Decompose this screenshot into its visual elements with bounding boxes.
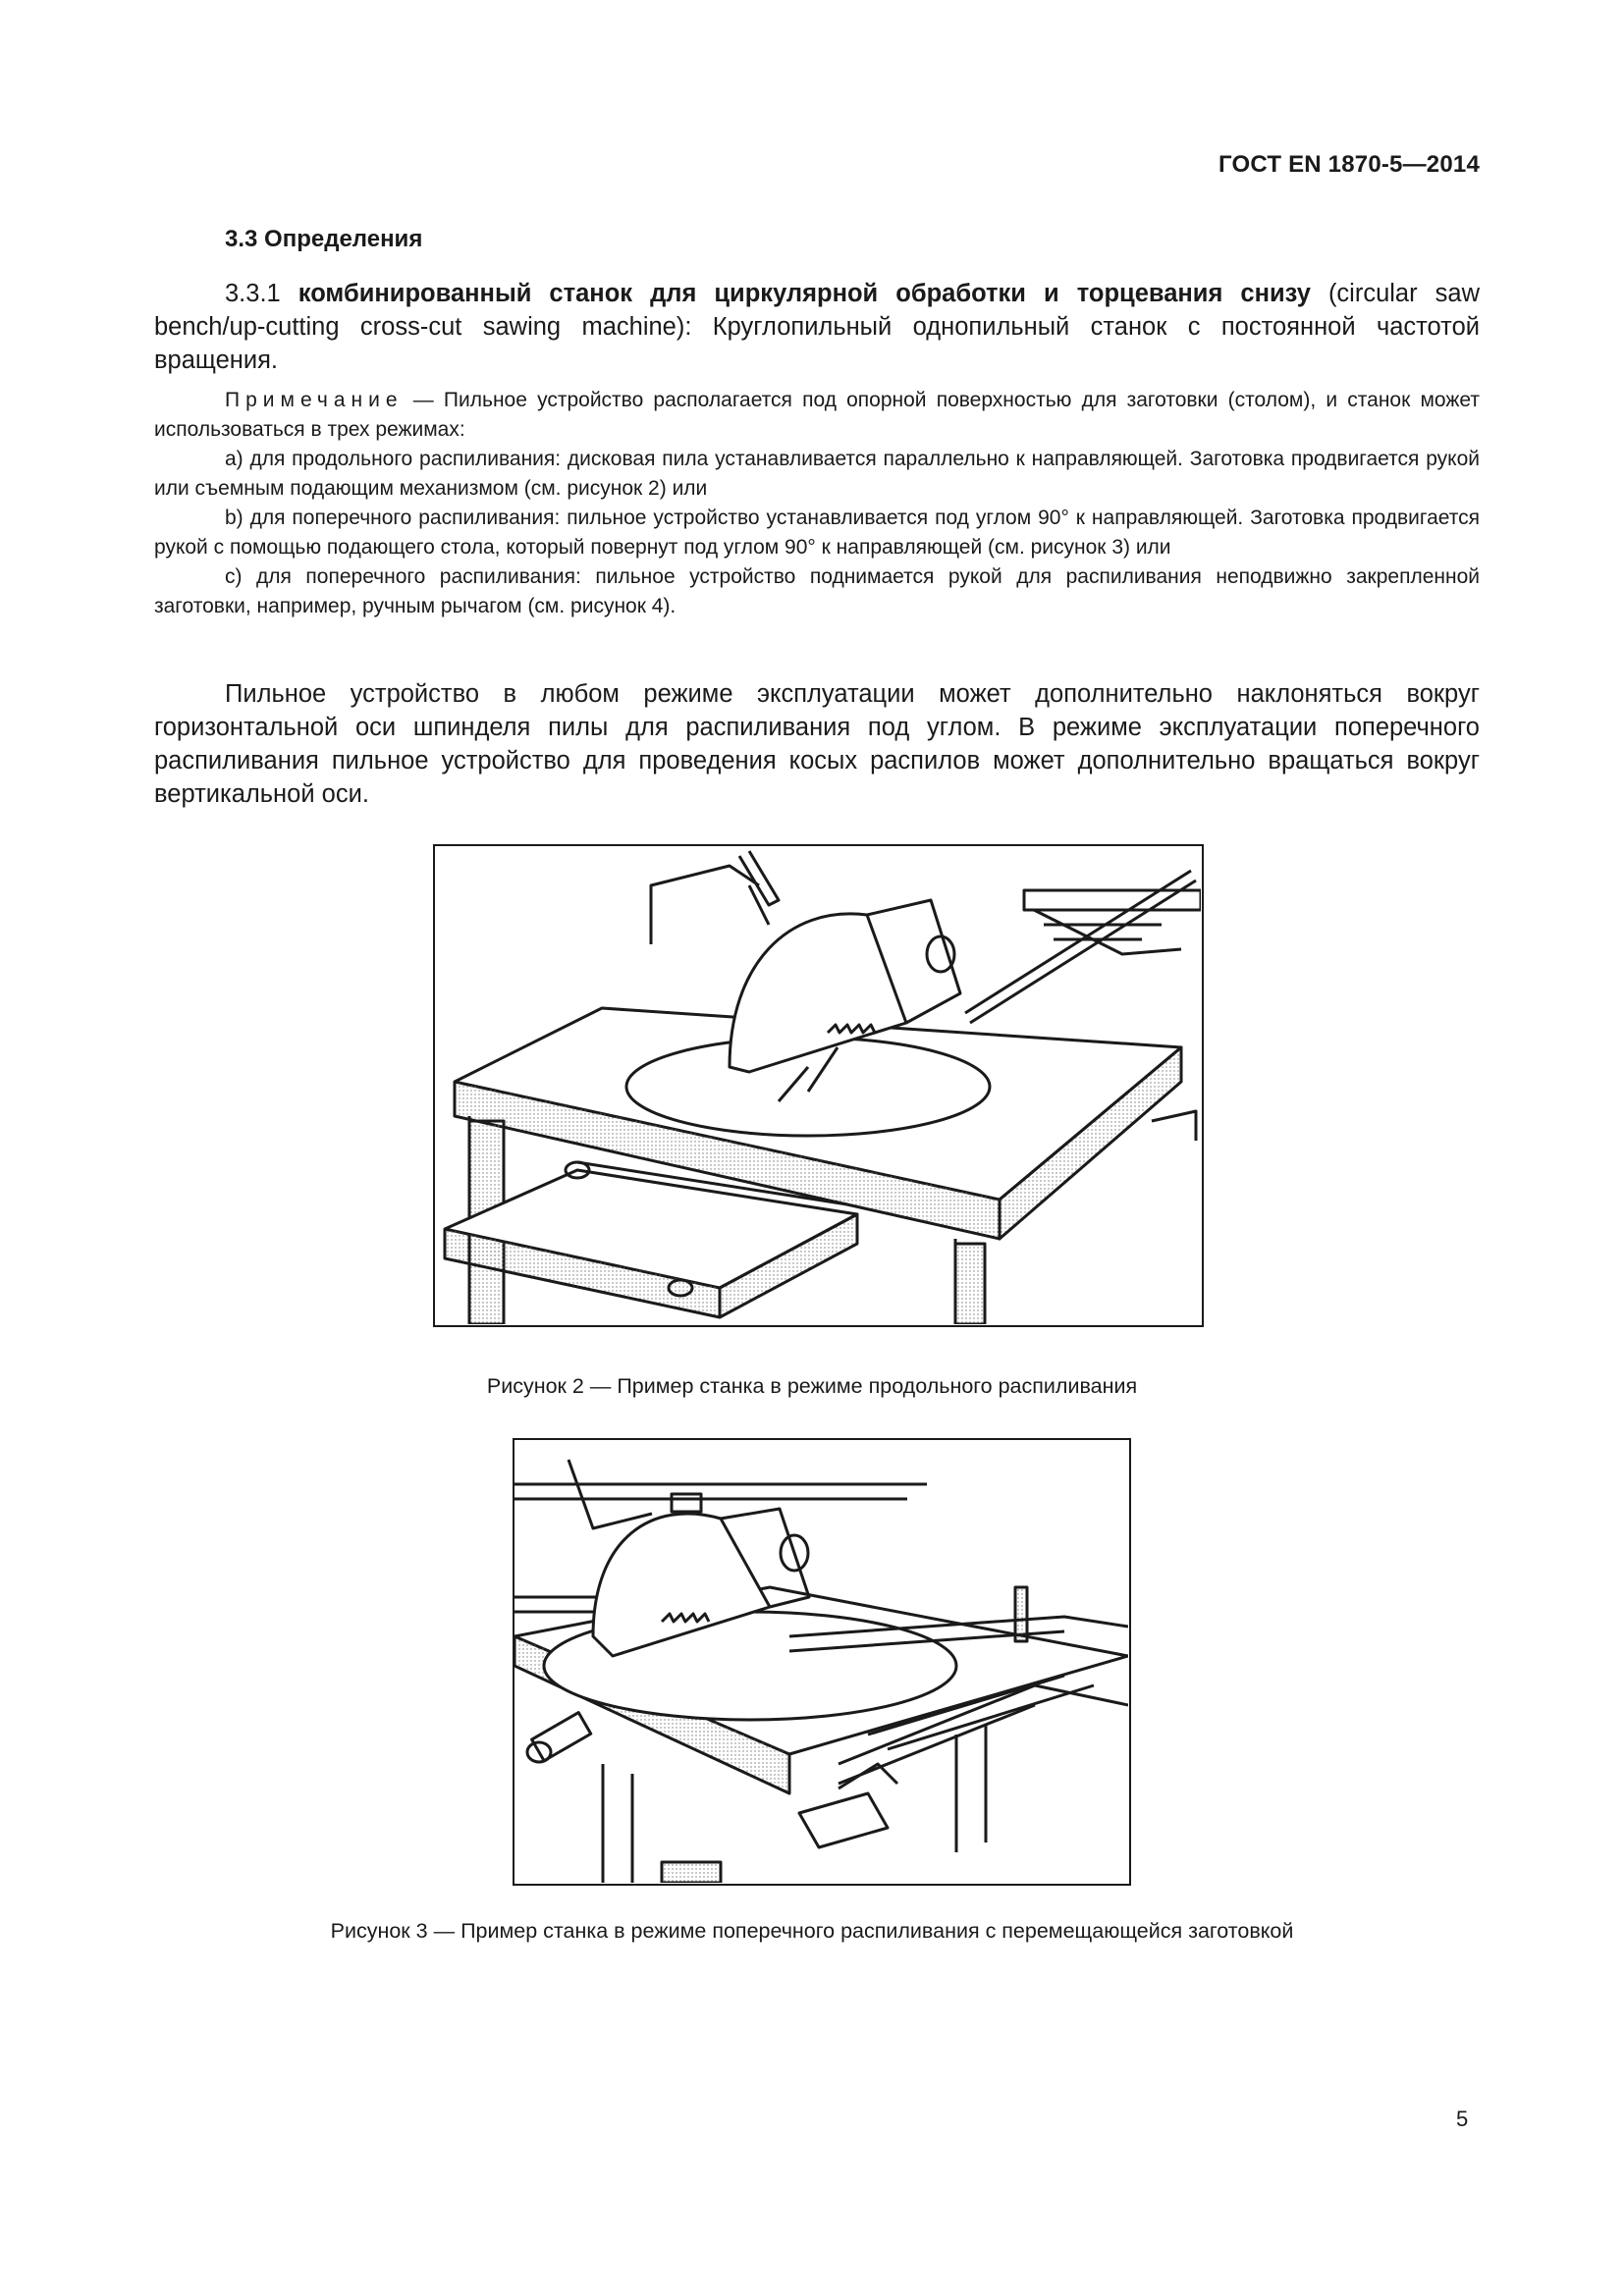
note-block xyxy=(154,386,1480,621)
note-item-b: b) для поперечного распиливания: пильное устройство устанавливается под углом 90° к направляющей. Заготовка продвигается рукой с помощью подающего стола, который повернут под углом 90° к направляющей (см. рисунок 3) или xyxy=(154,507,1480,559)
body-paragraph xyxy=(154,677,1480,811)
figure-3-illustration xyxy=(513,1438,1131,1886)
definition-number: 3.3.1 xyxy=(225,280,281,307)
figure-3-caption: Рисунок 3 — Пример станка в режиме поперечного распиливания с перемещающейся заготовкой xyxy=(330,1919,1294,1943)
section-title: 3.3 Определения xyxy=(225,226,423,252)
saw-bench-crosscut-drawing xyxy=(514,1440,1128,1883)
document-header: ГОСТ EN 1870-5—2014 xyxy=(1218,151,1480,178)
body-paragraph-text: Пильное устройство в любом режиме эксплуатации может дополнительно наклоняться вокруг горизонтальной оси шпинделя пилы для распиливания под углом. В режиме эксплуатации поперечного распиливания пильное устройство для проведения косых распилов может дополнительно вращаться вокруг вертикальной оси. xyxy=(154,680,1480,808)
note-item-a: а) для продольного распиливания: дисковая пила устанавливается параллельно к направляющей. Заготовка продвигается рукой или съемным подающим механизмом (см. рисунок 2) или xyxy=(154,448,1480,500)
page-number: 5 xyxy=(1456,2107,1469,2131)
note-intro: — Пильное устройство располагается под опорной поверхностью для заготовки (столом), и станок может использоваться в трех режимах: xyxy=(154,389,1480,441)
definition-rest: (circular saw bench/up-cutting cross-cut sawing machine): Круглопильный однопильный станок с постоянной частотой вращения. xyxy=(154,280,1480,374)
figure-2-caption: Рисунок 2 — Пример станка в режиме продольного распиливания xyxy=(486,1374,1138,1398)
figure-2-illustration xyxy=(433,844,1204,1327)
saw-bench-rip-drawing xyxy=(435,846,1201,1324)
note-item-c: с) для поперечного распиливания: пильное устройство поднимается рукой для распиливания неподвижно закрепленной заготовки, например, ручным рычагом (см. рисунок 4). xyxy=(154,565,1480,617)
definition-paragraph xyxy=(154,277,1480,377)
definition-term: комбинированный станок для циркулярной обработки и торцевания снизу xyxy=(298,280,1311,307)
note-label: Примечание xyxy=(225,389,404,411)
